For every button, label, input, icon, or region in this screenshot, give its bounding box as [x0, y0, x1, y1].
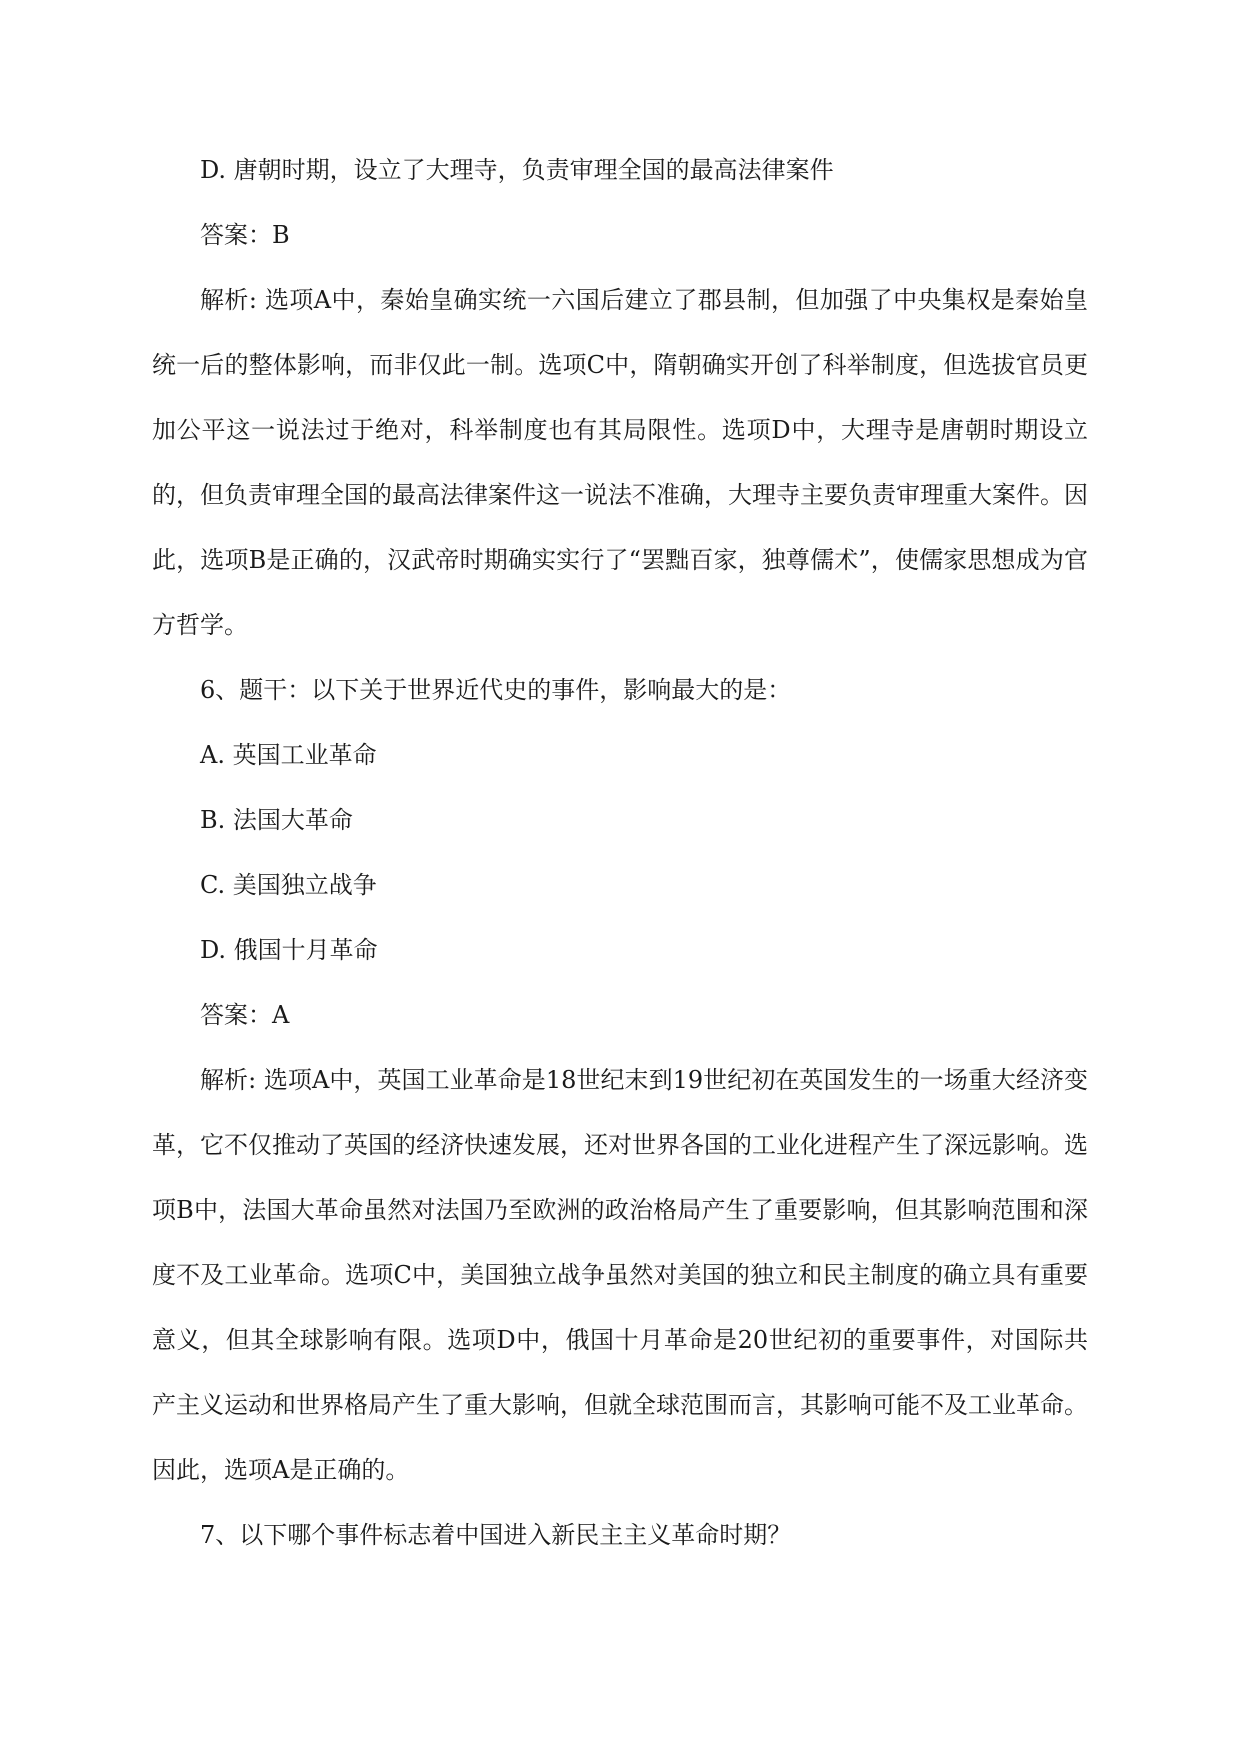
question-6-option-a: A. 英国工业革命 — [200, 741, 377, 769]
explanation-6: 解析: 选项A中，英国工业革命是18世纪末到19世纪初在英国发生的一场重大经济变革，它不仅推动了英国的经济快速发展，还对世界各国的工业化进程产生了深远影响。选项B中，法国大革命虽然对法国乃至欧洲的政治格局产生了重要影响，但其影响范围和深度不及工业革命。选项C中，美国独立战争虽然对美国的独立和民主制度的确立具有重要意义，但其全球影响有限。选项D中，俄国十月革命是20世纪初的重要事件，对国际共产主义运动和世界格局产生了重大影响，但就全球范围而言，其影响可能不及工业革命。因此，选项A是正确的。 — [152, 1066, 1088, 1484]
option-d-text: D. 唐朝时期，设立了大理寺，负责审理全国的最高法律案件 — [200, 156, 834, 184]
answer-6: 答案：A — [200, 1001, 290, 1029]
document-body — [152, 138, 1088, 1568]
answer-5: 答案：B — [200, 221, 290, 249]
question-6-stem: 6、题干：以下关于世界近代史的事件，影响最大的是： — [200, 676, 792, 704]
question-6-option-c: C. 美国独立战争 — [200, 871, 377, 899]
question-7-stem: 7、以下哪个事件标志着中国进入新民主主义革命时期？ — [200, 1521, 792, 1549]
explanation-5: 解析: 选项A中，秦始皇确实统一六国后建立了郡县制，但加强了中央集权是秦始皇统一后的整体影响，而非仅此一制。选项C中，隋朝确实开创了科举制度，但选拔官员更加公平这一说法过于绝对，科举制度也有其局限性。选项D中，大理寺是唐朝时期设立的，但负责审理全国的最高法律案件这一说法不准确，大理寺主要负责审理重大案件。因此，选项B是正确的，汉武帝时期确实实行了“罢黜百家，独尊儒术”，使儒家思想成为官方哲学。 — [152, 286, 1088, 639]
question-6-option-d: D. 俄国十月革命 — [200, 936, 378, 964]
question-6-option-b: B. 法国大革命 — [200, 806, 353, 834]
